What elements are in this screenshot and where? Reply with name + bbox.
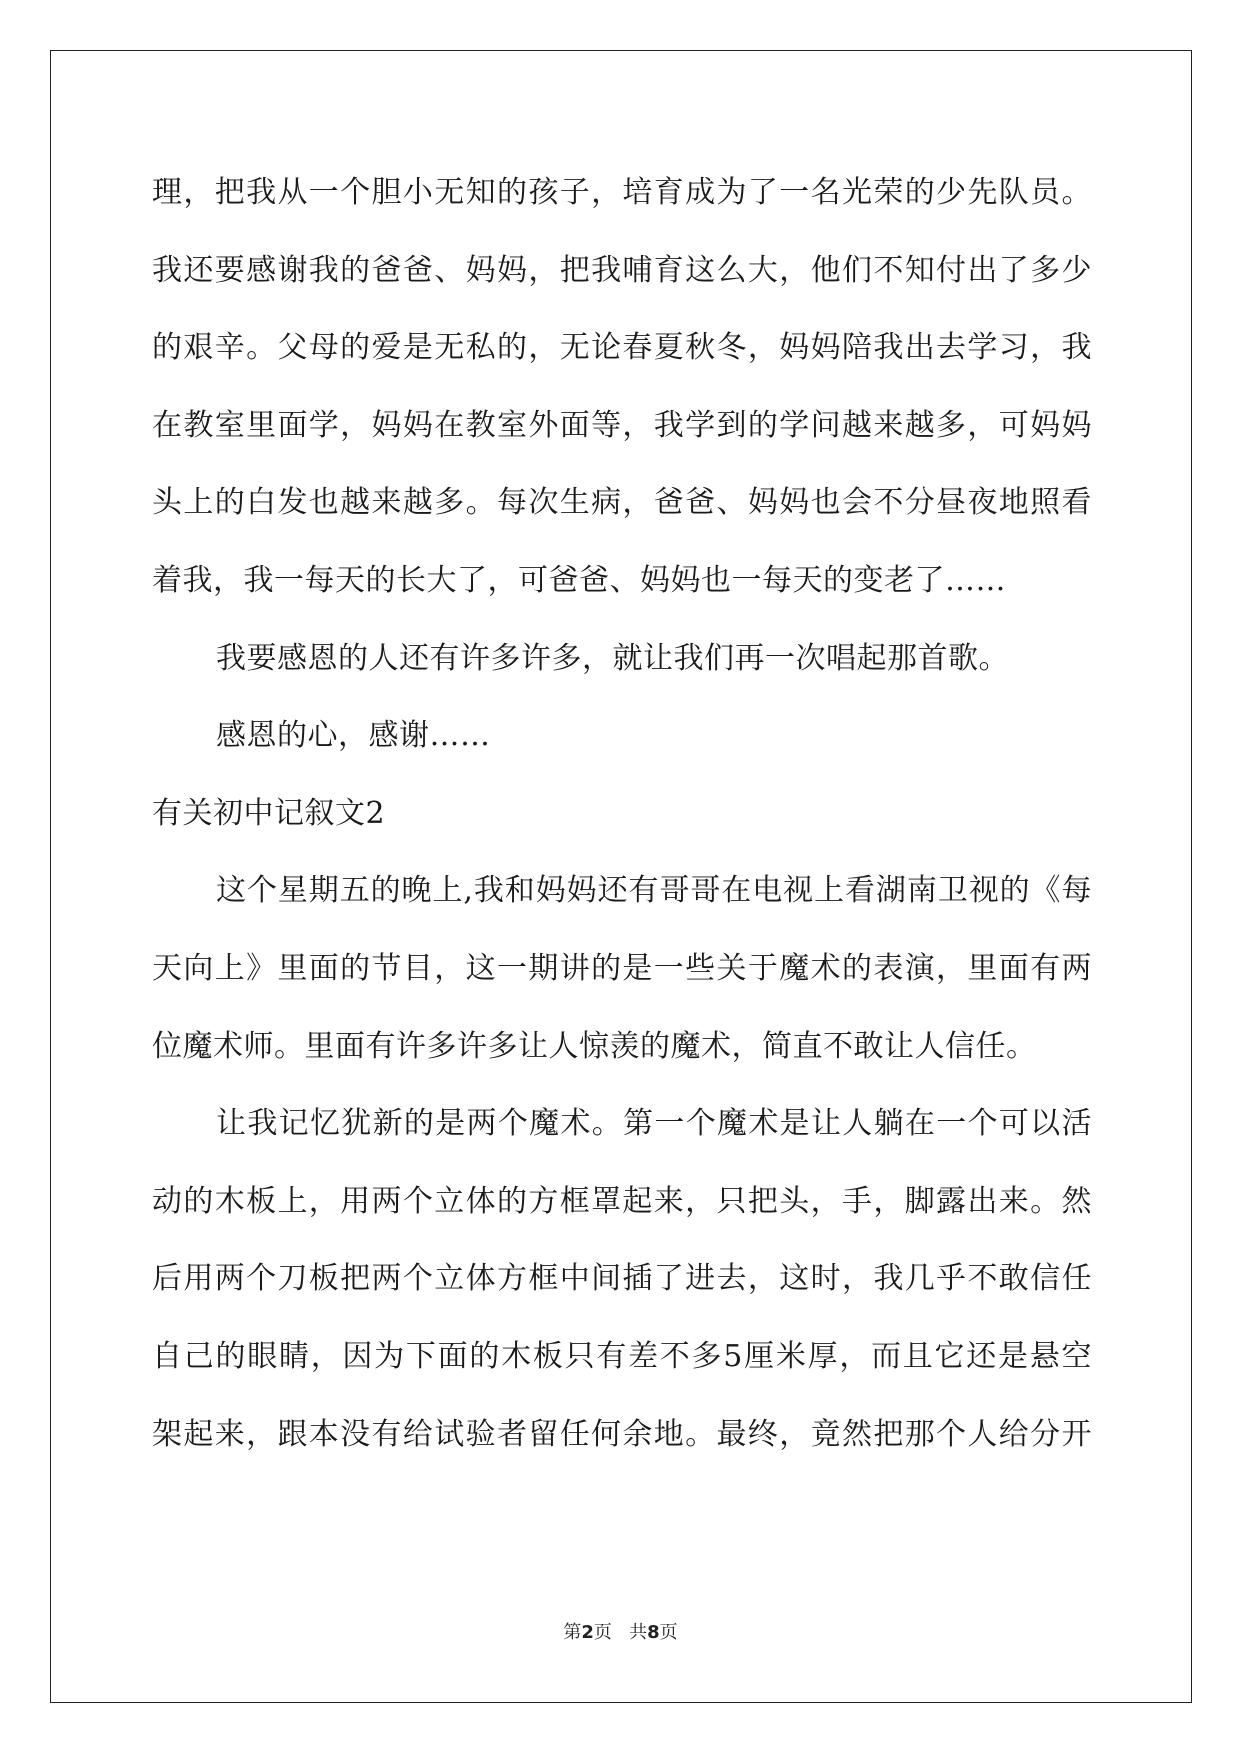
text-line: 架起来，跟本没有给试验者留任何余地。最终，竟然把那个人给分开 xyxy=(152,1416,1092,1452)
current-page: 2 xyxy=(581,1622,594,1643)
page-footer xyxy=(0,1618,1241,1644)
text-line: 动的木板上，用两个立体的方框罩起来，只把头，手，脚露出来。然 xyxy=(152,1183,1092,1219)
section-heading: 有关初中记叙文2 xyxy=(152,795,386,831)
page-number xyxy=(563,1622,612,1643)
total-pages: 8 xyxy=(647,1622,660,1643)
page-suffix: 页 xyxy=(593,1622,612,1643)
total-suffix: 页 xyxy=(659,1622,678,1643)
page-total xyxy=(629,1622,678,1643)
text-line: 天向上》里面的节目，这一期讲的是一些关于魔术的表演，里面有两 xyxy=(152,950,1092,986)
text-line: 头上的白发也越来越多。每次生病，爸爸、妈妈也会不分昼夜地照看 xyxy=(152,485,1092,521)
text-line: 感恩的心，感谢…… xyxy=(216,718,491,754)
text-line: 理，把我从一个胆小无知的孩子，培育成为了一名光荣的少先队员。 xyxy=(152,175,1092,210)
text-line: 在教室里面学，妈妈在教室外面等，我学到的学问越来越多，可妈妈 xyxy=(152,407,1092,443)
text-line: 后用两个刀板把两个立体方框中间插了进去，这时，我几乎不敢信任 xyxy=(152,1261,1092,1297)
text-line: 我还要感谢我的爸爸、妈妈，把我哺育这么大，他们不知付出了多少 xyxy=(152,252,1092,288)
text-line: 的艰辛。父母的爱是无私的，无论春夏秋冬，妈妈陪我出去学习，我 xyxy=(152,330,1092,366)
text-line: 这个星期五的晚上,我和妈妈还有哥哥在电视上看湖南卫视的《每 xyxy=(216,873,1092,909)
text-line: 着我，我一每天的长大了，可爸爸、妈妈也一每天的变老了…… xyxy=(152,562,1006,598)
total-prefix: 共 xyxy=(629,1622,648,1643)
text-line: 我要感恩的人还有许多许多，就让我们再一次唱起那首歌。 xyxy=(216,640,1009,676)
document-body xyxy=(152,166,1092,1485)
text-line: 让我记忆犹新的是两个魔术。第一个魔术是让人躺在一个可以活 xyxy=(216,1106,1092,1142)
text-line: 自己的眼睛，因为下面的木板只有差不多5厘米厚，而且它还是悬空 xyxy=(152,1338,1092,1374)
text-line: 位魔术师。里面有许多许多让人惊羡的魔术，简直不敢让人信任。 xyxy=(152,1028,1037,1064)
page-prefix: 第 xyxy=(563,1622,582,1643)
